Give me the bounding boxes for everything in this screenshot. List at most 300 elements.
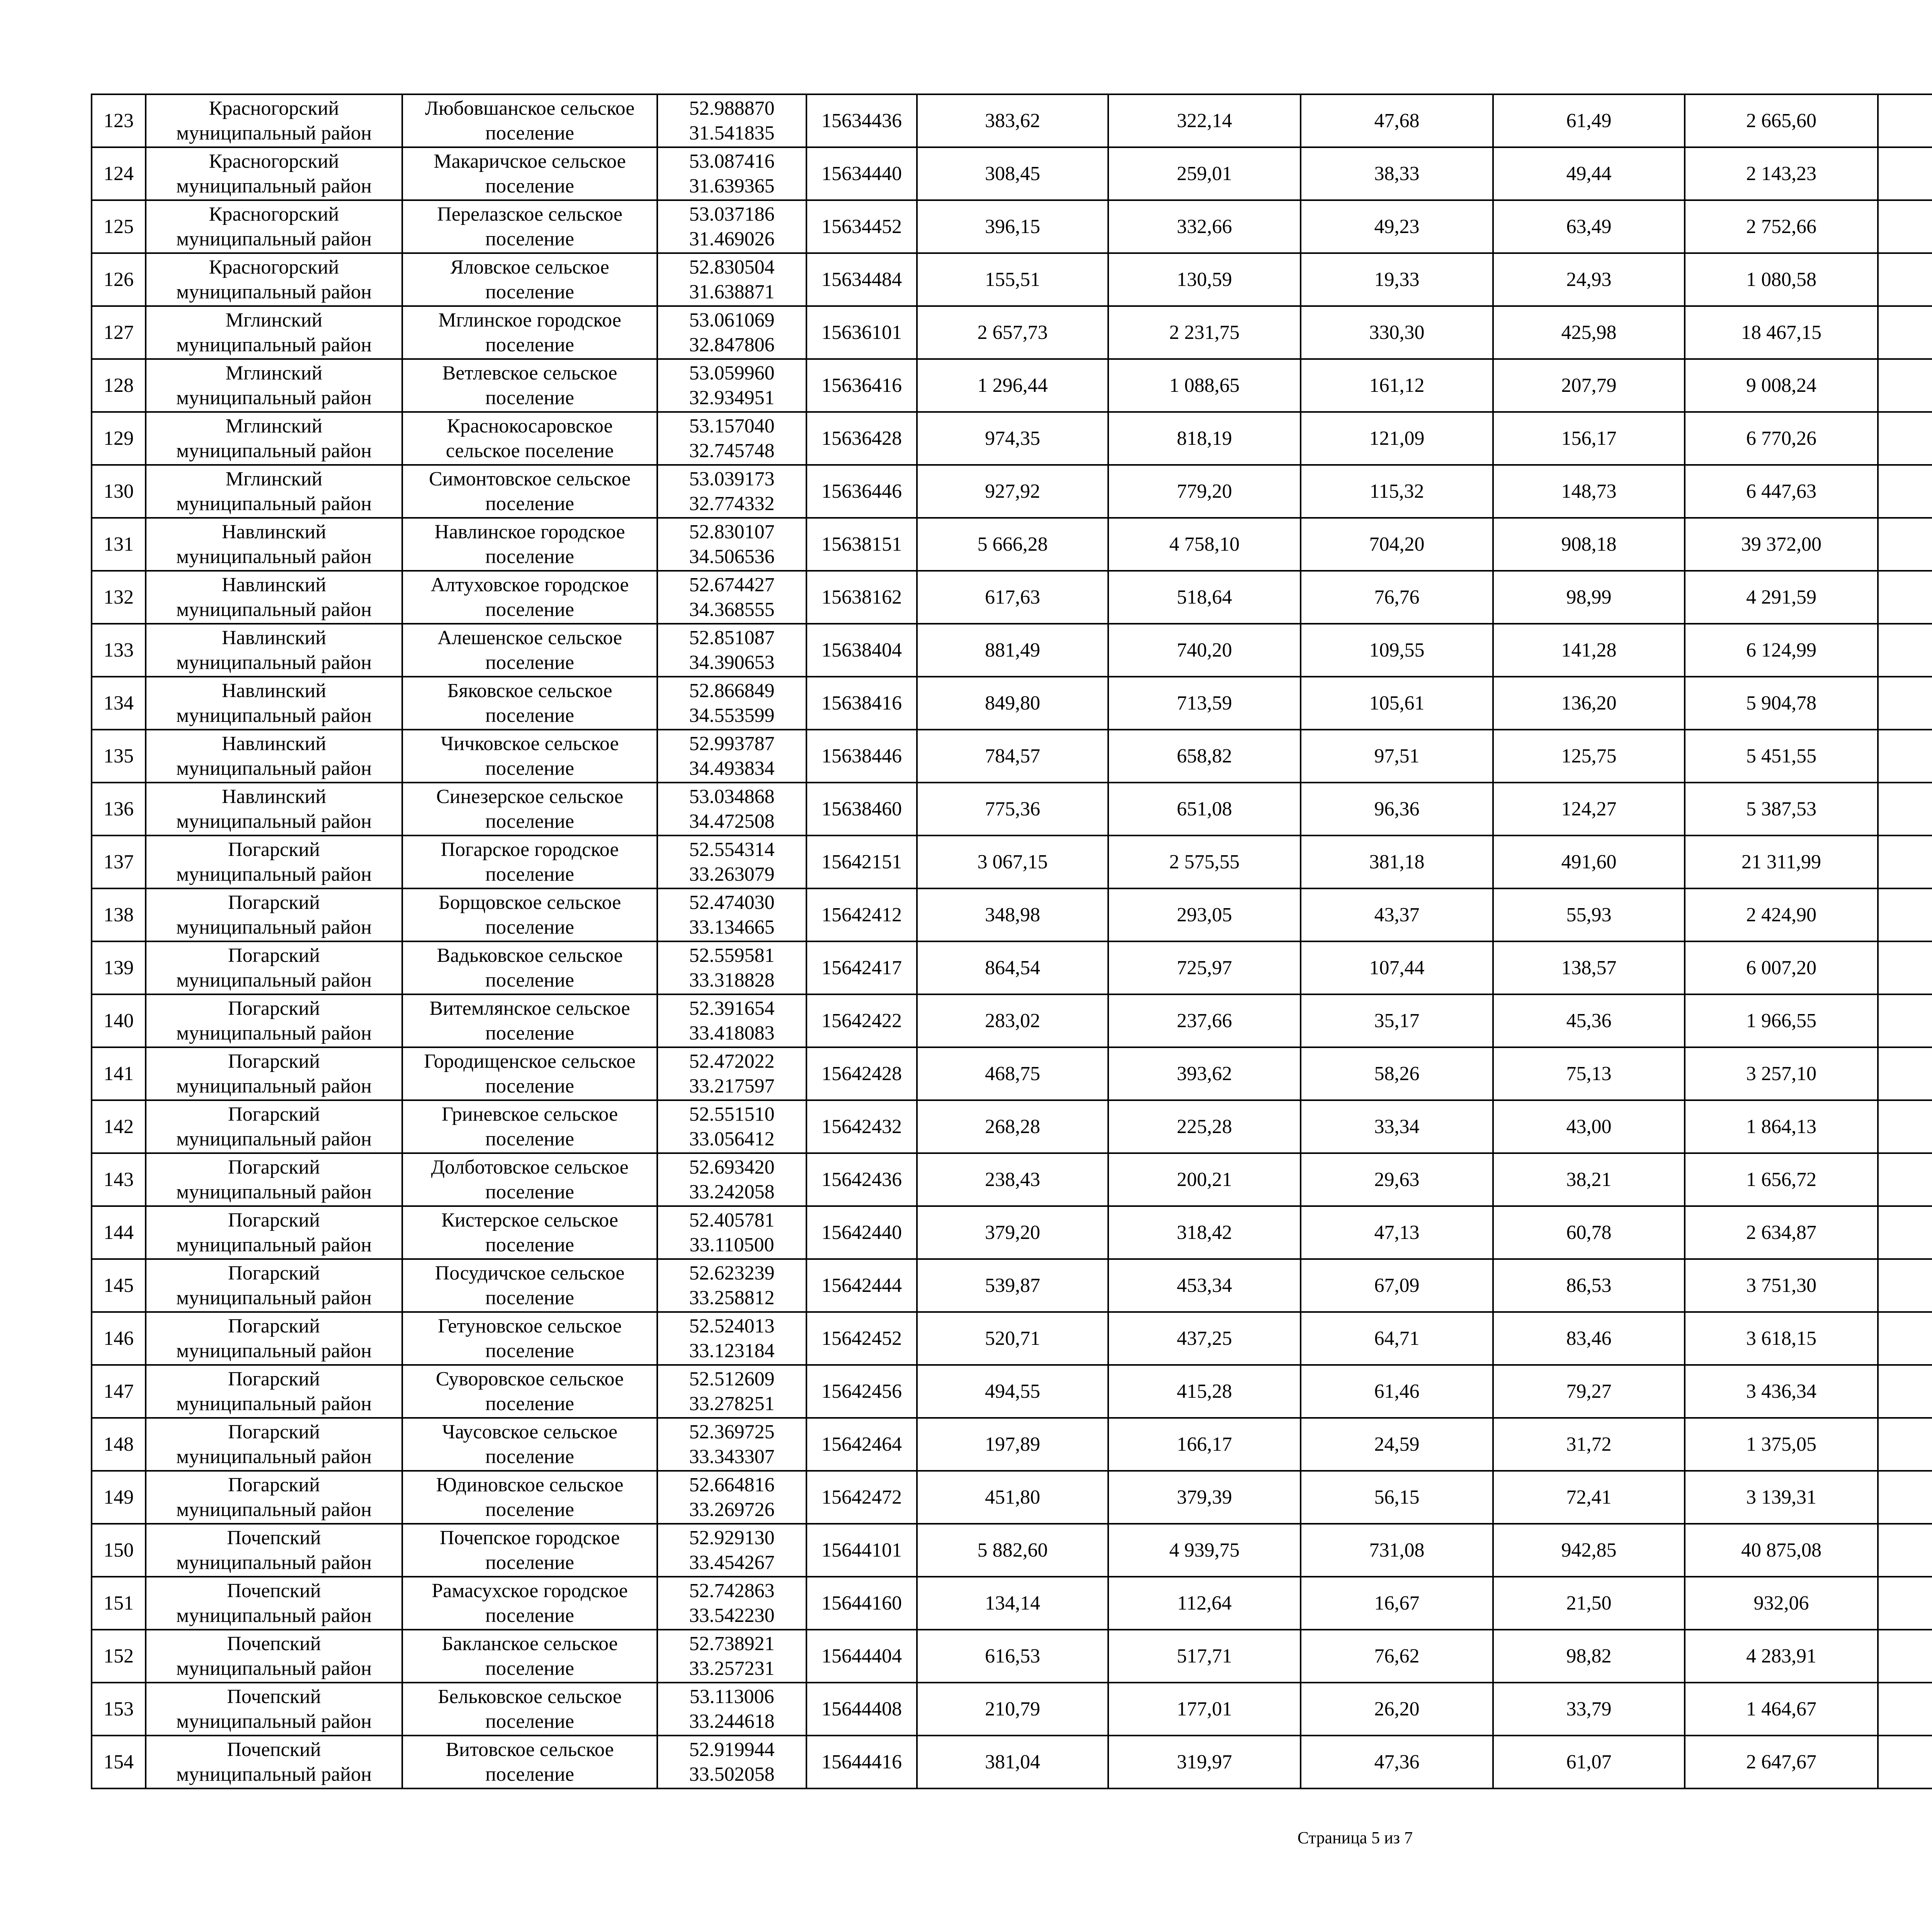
value-5: 21 311,99 [1741, 851, 1821, 873]
value-5-cell [1685, 1047, 1878, 1100]
value-3-cell [1301, 1577, 1493, 1630]
row-number-cell [92, 730, 146, 783]
oktmo-code: 15642464 [821, 1433, 902, 1455]
value-4: 124,27 [1561, 798, 1617, 820]
value-6 [1879, 109, 1932, 133]
value-3-cell [1301, 730, 1493, 783]
value-5-cell [1685, 1312, 1878, 1365]
row-number: 153 [104, 1698, 134, 1720]
value-2-cell [1108, 518, 1301, 571]
value-5: 1 966,55 [1746, 1009, 1816, 1032]
value-6 [1879, 638, 1932, 663]
value-3: 47,13 [1374, 1221, 1420, 1244]
oktmo-code: 15642472 [821, 1486, 902, 1508]
value-4-cell [1493, 1259, 1685, 1312]
row-number: 152 [104, 1645, 134, 1667]
settlement-name: Краснокосаровское сельское поселение [446, 415, 614, 462]
oktmo-code-cell [806, 412, 917, 465]
table-row [92, 359, 1932, 412]
value-6-cell [1878, 359, 1932, 412]
row-number-cell [92, 412, 146, 465]
value-3: 105,61 [1369, 692, 1425, 714]
coordinates: 53.157040 32.745748 [689, 415, 775, 462]
value-5-cell [1685, 1365, 1878, 1418]
value-3-cell [1301, 783, 1493, 835]
coordinates-cell [657, 200, 806, 253]
value-6 [1879, 903, 1932, 927]
value-5: 1 864,13 [1746, 1115, 1816, 1138]
oktmo-code: 15638416 [821, 692, 902, 714]
coordinates: 52.554314 33.263079 [689, 838, 775, 885]
value-2-cell [1108, 1630, 1301, 1683]
value-5-cell [1685, 1259, 1878, 1312]
district-name: Погарский муниципальный район [176, 997, 372, 1044]
coordinates-cell [657, 994, 806, 1047]
coordinates-cell [657, 888, 806, 941]
row-number-cell [92, 994, 146, 1047]
value-2: 237,66 [1177, 1009, 1232, 1032]
coordinates-cell [657, 783, 806, 835]
value-4: 908,18 [1561, 533, 1617, 555]
district-name-cell [146, 783, 402, 835]
value-4-cell [1493, 412, 1685, 465]
value-1-cell [917, 1471, 1108, 1524]
value-6 [1879, 1167, 1932, 1192]
district-name: Навлинский муниципальный район [176, 732, 372, 779]
table-row [92, 465, 1932, 518]
value-1: 268,28 [985, 1115, 1040, 1138]
oktmo-code-cell [806, 1312, 917, 1365]
settlement-name-cell [402, 1365, 657, 1418]
coordinates-cell [657, 1683, 806, 1736]
settlement-name: Бяковское сельское поселение [447, 679, 612, 727]
coordinates: 53.037186 31.469026 [689, 203, 775, 250]
coordinates-cell [657, 412, 806, 465]
value-4: 61,49 [1566, 109, 1612, 132]
value-3-cell [1301, 1047, 1493, 1100]
value-4: 98,99 [1566, 586, 1612, 608]
district-name-cell [146, 1259, 402, 1312]
value-3: 76,62 [1374, 1645, 1420, 1667]
coordinates: 52.474030 33.134665 [689, 891, 775, 938]
settlement-name: Посудичское сельское поселение [435, 1262, 625, 1309]
oktmo-code-cell [806, 1577, 917, 1630]
oktmo-code: 15636416 [821, 374, 902, 396]
district-name: Навлинский муниципальный район [176, 626, 372, 674]
row-number-cell [92, 1153, 146, 1206]
value-6 [1879, 1220, 1932, 1245]
value-5-cell [1685, 1153, 1878, 1206]
value-6 [1879, 1697, 1932, 1722]
oktmo-code: 15642428 [821, 1062, 902, 1085]
district-name: Мглинский муниципальный район [176, 415, 372, 462]
district-name-cell [146, 1365, 402, 1418]
value-3-cell [1301, 1524, 1493, 1577]
value-4: 207,79 [1561, 374, 1617, 396]
value-5-cell [1685, 1471, 1878, 1524]
district-name-cell [146, 518, 402, 571]
value-6-cell [1878, 147, 1932, 200]
coordinates: 53.034868 34.472508 [689, 785, 775, 832]
value-3: 76,76 [1374, 586, 1420, 608]
value-5-cell [1685, 571, 1878, 624]
settlement-name-cell [402, 1206, 657, 1259]
value-4: 31,72 [1566, 1433, 1612, 1455]
row-number-cell [92, 677, 146, 730]
district-name: Погарский муниципальный район [176, 1315, 372, 1362]
value-1-cell [917, 465, 1108, 518]
table-row [92, 677, 1932, 730]
value-3-cell [1301, 359, 1493, 412]
oktmo-code: 15642444 [821, 1274, 902, 1297]
coordinates-cell [657, 359, 806, 412]
row-number-cell [92, 359, 146, 412]
district-name-cell [146, 1312, 402, 1365]
district-name: Погарский муниципальный район [176, 1209, 372, 1256]
coordinates-cell [657, 941, 806, 994]
value-1-cell [917, 1524, 1108, 1577]
value-2-cell [1108, 783, 1301, 835]
coordinates: 52.512609 33.278251 [689, 1368, 775, 1415]
value-2-cell [1108, 359, 1301, 412]
value-4: 38,21 [1566, 1168, 1612, 1191]
settlement-name-cell [402, 1577, 657, 1630]
value-5: 6 007,20 [1746, 956, 1816, 979]
coordinates: 52.391654 33.418083 [689, 997, 775, 1044]
value-6-cell [1878, 941, 1932, 994]
oktmo-code: 15642417 [821, 956, 902, 979]
row-number: 144 [104, 1221, 134, 1244]
value-2-cell [1108, 1047, 1301, 1100]
oktmo-code: 15642436 [821, 1168, 902, 1191]
value-1-cell [917, 1630, 1108, 1683]
oktmo-code-cell [806, 465, 917, 518]
value-3-cell [1301, 1630, 1493, 1683]
coordinates: 52.524013 33.123184 [689, 1315, 775, 1362]
value-1: 520,71 [985, 1327, 1040, 1349]
coordinates-cell [657, 1736, 806, 1788]
value-3-cell [1301, 1471, 1493, 1524]
district-name: Почепский муниципальный район [176, 1579, 372, 1627]
value-5: 2 424,90 [1746, 904, 1816, 926]
row-number: 127 [104, 321, 134, 344]
value-1-cell [917, 1312, 1108, 1365]
district-name: Навлинский муниципальный район [176, 679, 372, 727]
value-2: 319,97 [1177, 1751, 1232, 1773]
value-6-cell [1878, 1471, 1932, 1524]
table-row [92, 518, 1932, 571]
value-1: 539,87 [985, 1274, 1040, 1297]
value-5: 2 752,66 [1746, 215, 1816, 238]
row-number-cell [92, 1259, 146, 1312]
value-3: 731,08 [1369, 1539, 1425, 1561]
value-6 [1879, 320, 1932, 345]
value-5-cell [1685, 994, 1878, 1047]
coordinates-cell [657, 571, 806, 624]
table-row [92, 1153, 1932, 1206]
value-6 [1879, 162, 1932, 186]
row-number: 133 [104, 639, 134, 661]
value-4: 63,49 [1566, 215, 1612, 238]
settlement-name-cell [402, 1524, 657, 1577]
coordinates-cell [657, 624, 806, 677]
table-body [92, 94, 1932, 1788]
row-number-cell [92, 1100, 146, 1153]
value-2: 2 231,75 [1169, 321, 1240, 344]
row-number: 154 [104, 1751, 134, 1773]
district-name-cell [146, 1736, 402, 1788]
value-6-cell [1878, 994, 1932, 1047]
settlement-name: Чаусовское сельское поселение [442, 1421, 617, 1468]
value-6-cell [1878, 1312, 1932, 1365]
value-3: 330,30 [1369, 321, 1425, 344]
row-number: 141 [104, 1062, 134, 1085]
value-4: 79,27 [1566, 1380, 1612, 1402]
value-4-cell [1493, 200, 1685, 253]
value-5-cell [1685, 1577, 1878, 1630]
district-name-cell [146, 677, 402, 730]
value-1-cell [917, 994, 1108, 1047]
row-number-cell [92, 1471, 146, 1524]
row-number-cell [92, 835, 146, 888]
settlement-name: Любовшанское сельское поселение [425, 97, 635, 144]
value-1: 134,14 [985, 1592, 1040, 1614]
value-4-cell [1493, 1683, 1685, 1736]
value-6 [1879, 797, 1932, 822]
value-6-cell [1878, 677, 1932, 730]
value-5: 18 467,15 [1741, 321, 1821, 344]
value-5: 4 283,91 [1746, 1645, 1816, 1667]
district-name-cell [146, 1630, 402, 1683]
value-6 [1879, 1326, 1932, 1351]
table-row [92, 412, 1932, 465]
settlement-name: Гетуновское сельское поселение [438, 1315, 622, 1362]
value-6-cell [1878, 518, 1932, 571]
value-2-cell [1108, 1736, 1301, 1788]
coordinates: 52.738921 33.257231 [689, 1632, 775, 1679]
oktmo-code-cell [806, 1736, 917, 1788]
value-2: 713,59 [1177, 692, 1232, 714]
row-number-cell [92, 1418, 146, 1471]
oktmo-code: 15644408 [821, 1698, 902, 1720]
settlement-name-cell [402, 571, 657, 624]
value-3-cell [1301, 412, 1493, 465]
coordinates: 52.472022 33.217597 [689, 1050, 775, 1097]
settlement-name-cell [402, 1100, 657, 1153]
value-1-cell [917, 359, 1108, 412]
row-number: 136 [104, 798, 134, 820]
value-5-cell [1685, 1683, 1878, 1736]
value-2: 4 758,10 [1169, 533, 1240, 555]
coordinates-cell [657, 518, 806, 571]
coordinates: 53.087416 31.639365 [689, 150, 775, 197]
settlement-name-cell [402, 147, 657, 200]
coordinates-cell [657, 1577, 806, 1630]
value-3-cell [1301, 465, 1493, 518]
value-5-cell [1685, 1418, 1878, 1471]
settlement-name-cell [402, 624, 657, 677]
value-2: 818,19 [1177, 427, 1232, 449]
settlement-name-cell [402, 783, 657, 835]
value-1: 5 882,60 [977, 1539, 1048, 1561]
district-name: Красногорский муниципальный район [176, 203, 372, 250]
settlement-name: Борщовское сельское поселение [438, 891, 621, 938]
value-6-cell [1878, 888, 1932, 941]
value-5: 9 008,24 [1746, 374, 1816, 396]
oktmo-code: 15644416 [821, 1751, 902, 1773]
value-5: 4 291,59 [1746, 586, 1816, 608]
district-name: Навлинский муниципальный район [176, 573, 372, 621]
value-3-cell [1301, 677, 1493, 730]
value-3: 49,23 [1374, 215, 1420, 238]
value-5-cell [1685, 1206, 1878, 1259]
value-2-cell [1108, 1683, 1301, 1736]
value-2: 259,01 [1177, 162, 1232, 185]
value-4: 49,44 [1566, 162, 1612, 185]
value-2-cell [1108, 730, 1301, 783]
row-number: 130 [104, 480, 134, 502]
value-3-cell [1301, 888, 1493, 941]
district-name: Красногорский муниципальный район [176, 97, 372, 144]
table-row [92, 730, 1932, 783]
row-number-cell [92, 1577, 146, 1630]
settlement-name: Вадьковское сельское поселение [437, 944, 623, 991]
value-5-cell [1685, 1100, 1878, 1153]
value-4-cell [1493, 1047, 1685, 1100]
value-3-cell [1301, 1259, 1493, 1312]
district-name-cell [146, 94, 402, 147]
settlement-name-cell [402, 1153, 657, 1206]
oktmo-code: 15638162 [821, 586, 902, 608]
oktmo-code-cell [806, 1418, 917, 1471]
value-4-cell [1493, 306, 1685, 359]
oktmo-code-cell [806, 783, 917, 835]
value-3: 61,46 [1374, 1380, 1420, 1402]
value-6 [1879, 1273, 1932, 1298]
row-number-cell [92, 1683, 146, 1736]
settlement-name-cell [402, 1047, 657, 1100]
settlement-name-cell [402, 200, 657, 253]
value-4: 156,17 [1561, 427, 1617, 449]
value-2-cell [1108, 1206, 1301, 1259]
table-row [92, 94, 1932, 147]
district-name-cell [146, 994, 402, 1047]
value-1-cell [917, 1047, 1108, 1100]
value-6-cell [1878, 783, 1932, 835]
value-2: 2 575,55 [1169, 851, 1240, 873]
value-3-cell [1301, 624, 1493, 677]
table-row [92, 200, 1932, 253]
district-name: Погарский муниципальный район [176, 1156, 372, 1203]
row-number-cell [92, 306, 146, 359]
district-name-cell [146, 1524, 402, 1577]
value-3: 47,36 [1374, 1751, 1420, 1773]
value-2: 517,71 [1177, 1645, 1232, 1667]
value-3-cell [1301, 200, 1493, 253]
value-1: 396,15 [985, 215, 1040, 238]
value-1: 616,53 [985, 1645, 1040, 1667]
value-4-cell [1493, 1100, 1685, 1153]
value-1-cell [917, 412, 1108, 465]
table-row [92, 1471, 1932, 1524]
row-number-cell [92, 783, 146, 835]
settlement-name: Макаричское сельское поселение [434, 150, 626, 197]
value-6 [1879, 1750, 1932, 1775]
value-4-cell [1493, 518, 1685, 571]
row-number: 126 [104, 268, 134, 291]
district-name: Навлинский муниципальный район [176, 521, 372, 568]
value-2-cell [1108, 1524, 1301, 1577]
value-6-cell [1878, 1153, 1932, 1206]
row-number: 128 [104, 374, 134, 396]
district-name: Красногорский муниципальный район [176, 150, 372, 197]
settlement-name-cell [402, 306, 657, 359]
value-4-cell [1493, 1312, 1685, 1365]
value-3-cell [1301, 835, 1493, 888]
coordinates-cell [657, 1630, 806, 1683]
row-number-cell [92, 1206, 146, 1259]
value-4: 72,41 [1566, 1486, 1612, 1508]
value-1: 3 067,15 [977, 851, 1048, 873]
value-4-cell [1493, 941, 1685, 994]
value-5-cell [1685, 359, 1878, 412]
value-1: 864,54 [985, 956, 1040, 979]
value-5: 3 139,31 [1746, 1486, 1816, 1508]
value-2: 740,20 [1177, 639, 1232, 661]
value-5-cell [1685, 200, 1878, 253]
value-6 [1879, 532, 1932, 557]
district-name: Красногорский муниципальный район [176, 256, 372, 303]
table-row [92, 1524, 1932, 1577]
row-number: 150 [104, 1539, 134, 1561]
value-5-cell [1685, 412, 1878, 465]
value-6-cell [1878, 412, 1932, 465]
coordinates: 52.866849 34.553599 [689, 679, 775, 727]
row-number: 134 [104, 692, 134, 714]
value-4: 61,07 [1566, 1751, 1612, 1773]
value-3: 38,33 [1374, 162, 1420, 185]
district-name: Погарский муниципальный район [176, 1103, 372, 1150]
value-2-cell [1108, 200, 1301, 253]
value-1-cell [917, 1153, 1108, 1206]
value-2-cell [1108, 147, 1301, 200]
district-name-cell [146, 1577, 402, 1630]
value-5-cell [1685, 94, 1878, 147]
value-5-cell [1685, 835, 1878, 888]
settlement-name-cell [402, 994, 657, 1047]
value-4: 942,85 [1561, 1539, 1617, 1561]
value-3: 16,67 [1374, 1592, 1420, 1614]
value-5-cell [1685, 730, 1878, 783]
settlement-name: Суворовское сельское поселение [435, 1368, 624, 1415]
district-name-cell [146, 1471, 402, 1524]
table-row [92, 1630, 1932, 1683]
value-1: 1 296,44 [977, 374, 1048, 396]
value-4-cell [1493, 359, 1685, 412]
value-4: 98,82 [1566, 1645, 1612, 1667]
value-5: 1 080,58 [1746, 268, 1816, 291]
value-4: 43,00 [1566, 1115, 1612, 1138]
oktmo-code: 15638460 [821, 798, 902, 820]
row-number-cell [92, 1047, 146, 1100]
value-2: 1 088,65 [1169, 374, 1240, 396]
value-3: 58,26 [1374, 1062, 1420, 1085]
value-3: 109,55 [1369, 639, 1425, 661]
value-2: 415,28 [1177, 1380, 1232, 1402]
oktmo-code: 15642412 [821, 904, 902, 926]
coordinates: 52.693420 33.242058 [689, 1156, 775, 1203]
settlement-name-cell [402, 677, 657, 730]
